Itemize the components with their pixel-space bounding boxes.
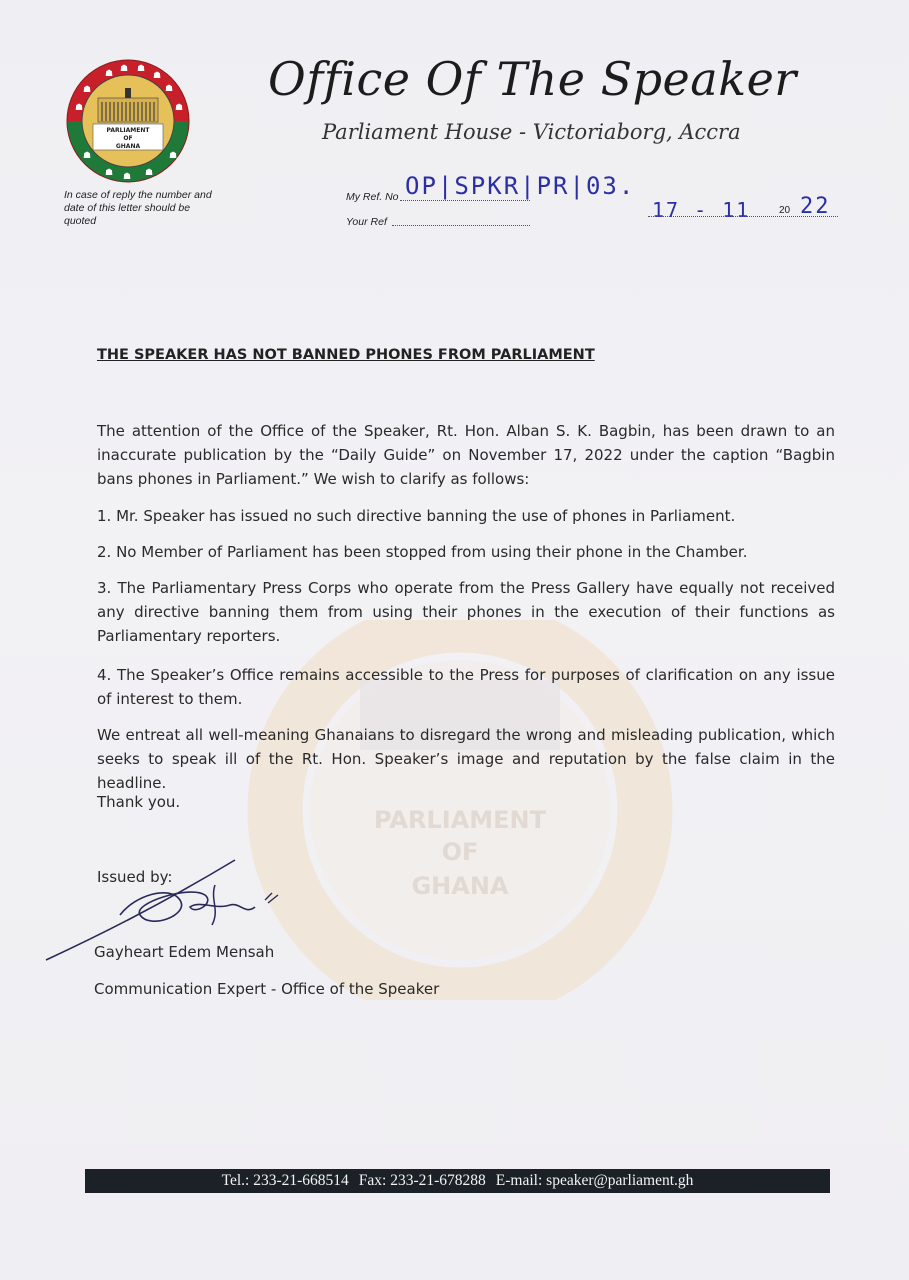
your-ref-line [392,225,530,226]
my-ref-label: My Ref. No [346,191,399,203]
intro-paragraph: The attention of the Office of the Speaker, Rt. Hon. Alban S. K. Bagbin, has been drawn to an inaccurate publication by the “Daily Guide” on November 17, 2022 under the caption “Bagbin bans phones in Parliament.” We wish to clarify as follows: [97,422,835,488]
seal-text-line-2: OF [123,135,133,142]
date-year-prefix: 20 [779,205,791,216]
svg-text:☗: ☗ [75,103,84,113]
seal-text-line-3: GHANA [115,143,141,150]
point-3: 3. The Parliamentary Press Corps who operate from the Press Gallery have equally not received any directive banning them from using their phones in the execution of their functions as Parliamentary reporters. [97,579,835,645]
point-2: 2. No Member of Parliament has been stopped from using their phone in the Chamber. [97,543,748,561]
svg-text:☗: ☗ [83,85,92,95]
svg-text:☗: ☗ [137,64,146,74]
my-ref-value: OP|SPKR|PR|03. [405,172,636,200]
point-4: 4. The Speaker’s Office remains accessible to the Press for purposes of clarification on any issue of interest to them. [97,666,835,708]
reply-note: In case of reply the number and date of this letter should be quoted [64,189,212,227]
letter-heading: THE SPEAKER HAS NOT BANNED PHONES FROM PARLIAMENT [97,347,595,363]
svg-text:☗: ☗ [123,172,132,182]
parliament-seal-icon [65,58,191,184]
svg-text:☗: ☗ [153,71,162,81]
issued-by-label: Issued by: [97,868,173,886]
my-ref-line [400,200,530,201]
your-ref-label: Your Ref [346,216,387,228]
signatory-role: Communication Expert - Office of the Speaker [94,980,440,998]
watermark-line-3: GHANA [411,872,509,900]
svg-text:☗: ☗ [105,168,114,178]
date-year: 22 [800,194,831,219]
svg-text:☗: ☗ [175,103,184,113]
footer-email: E-mail: speaker@parliament.gh [495,1172,694,1189]
footer-tel: Tel.: 233-21-668514 [221,1172,349,1189]
svg-text:☗: ☗ [105,69,114,79]
watermark-line-1: PARLIAMENT [374,806,546,834]
date-day-month: 17 - 11 [652,198,751,222]
seal-text-line-1: PARLIAMENT [106,127,150,134]
point-1: 1. Mr. Speaker has issued no such directive banning the use of phones in Parliament. [97,507,736,525]
svg-text:☗: ☗ [120,64,129,74]
footer-contact-bar [85,1169,830,1193]
svg-text:☗: ☗ [145,168,154,178]
svg-text:☗: ☗ [83,151,92,161]
office-address: Parliament House - Victoriaborg, Accra [322,120,741,144]
footer-fax: Fax: 233-21-678288 [358,1172,486,1189]
entreat-paragraph: We entreat all well-meaning Ghanaians to disregard the wrong and misleading publication, which seeks to speak ill of the Rt. Hon. Speaker’s image and reputation by the false claim in the headline. [97,726,835,792]
watermark-line-2: OF [441,838,479,866]
signatory-name: Gayheart Edem Mensah [94,943,275,961]
office-title: Office Of The Speaker [268,52,797,106]
svg-text:☗: ☗ [169,151,178,161]
thank-you: Thank you. [97,793,181,811]
svg-text:☗: ☗ [165,84,174,94]
